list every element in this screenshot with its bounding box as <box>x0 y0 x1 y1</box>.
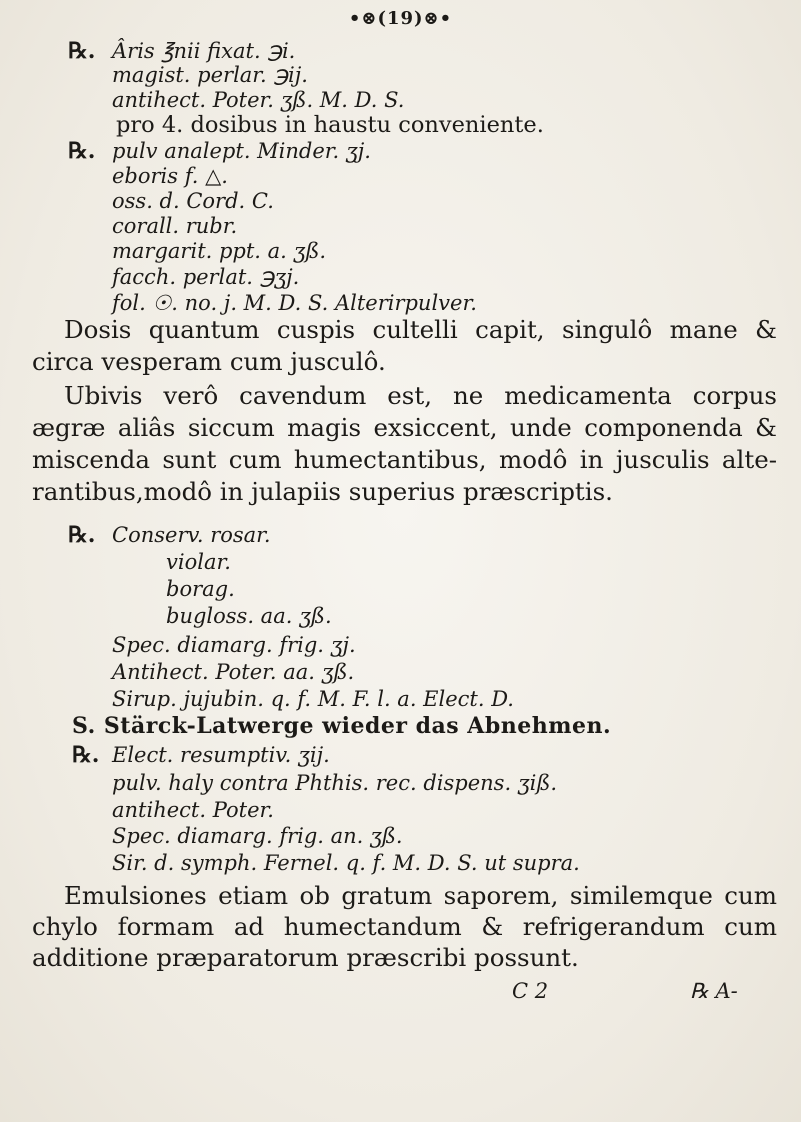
recipe3-line4: bugloss. aa. ʒß. <box>166 604 332 628</box>
recipe3-line6: Antihect. Poter. aa. ʒß. <box>112 660 355 684</box>
recipe-symbol: ℞. <box>68 38 96 64</box>
recipe2-line7: fol. ☉. no. j. M. D. S. Alterirpulver. <box>112 291 477 315</box>
recipe4-line2: pulv. haly contra Phthis. rec. dispens. ʒiß. <box>112 771 558 795</box>
recipe3-line3: borag. <box>166 577 235 601</box>
signature-mark: C 2 <box>512 979 549 1003</box>
recipe1-line3: antihect. Poter. ʒß. M. D. S. <box>112 88 405 112</box>
recipe1-line4: pro 4. dosibus in haustu conveniente. <box>116 112 544 138</box>
recipe2-line1: pulv analept. Minder. ʒj. <box>112 139 371 163</box>
paragraph-emulsiones: Emulsiones etiam ob gratum saporem, similemque cum chylo formam ad humectandum & refrigerandum cum additione præparatorum præscribi possunt. <box>32 881 777 972</box>
recipe1-line1: Âris ℥nii fixat. ℈i. <box>112 39 296 63</box>
recipe2-line6: facch. perlat. ℈ʒj. <box>112 265 300 289</box>
page-number-header: •⊗(19)⊗• <box>348 8 453 29</box>
recipe4-line5: Sir. d. symph. Fernel. q. f. M. D. S. ut supra. <box>112 851 580 875</box>
recipe3-line5: Spec. diamarg. frig. ʒj. <box>112 633 356 657</box>
recipe2-line4: corall. rubr. <box>112 214 238 238</box>
recipe2-line2: eboris f. △. <box>112 164 228 188</box>
recipe2-line3: oss. d. Cord. C. <box>112 189 274 213</box>
recipe4-line4: Spec. diamarg. frig. an. ʒß. <box>112 824 403 848</box>
recipe-symbol: ℞. <box>72 742 100 768</box>
recipe-symbol: ℞. <box>68 138 96 164</box>
recipe4-line3: antihect. Poter. <box>112 798 274 822</box>
recipe3-line1: Conserv. rosar. <box>112 523 271 547</box>
recipe4-line1: Elect. resumptiv. ʒij. <box>112 743 330 767</box>
recipe1-line2: magist. perlar. ℈ij. <box>112 63 308 87</box>
recipe3-line8: S. Stärck-Latwerge wieder das Abnehmen. <box>72 713 612 739</box>
paragraph-ubivis: Ubivis verô cavendum est, ne medicamenta corpus ægræ aliâs siccum magis exsiccent, unde componenda & miscenda sunt cum humectantibus, modô in jusculis alte-rantibus,modô in julapiis superius præscriptis. <box>32 381 777 506</box>
recipe3-line7: Sirup. jujubin. q. f. M. F. l. a. Elect. D. <box>112 687 514 711</box>
catchword: ℞ A- <box>690 979 738 1003</box>
recipe3-line2: violar. <box>166 550 231 574</box>
recipe-symbol: ℞. <box>68 522 96 548</box>
recipe2-line5: margarit. ppt. a. ʒß. <box>112 239 327 263</box>
paragraph-dosis: Dosis quantum cuspis cultelli capit, singulô mane & circa vesperam cum jusculô. <box>32 315 777 376</box>
